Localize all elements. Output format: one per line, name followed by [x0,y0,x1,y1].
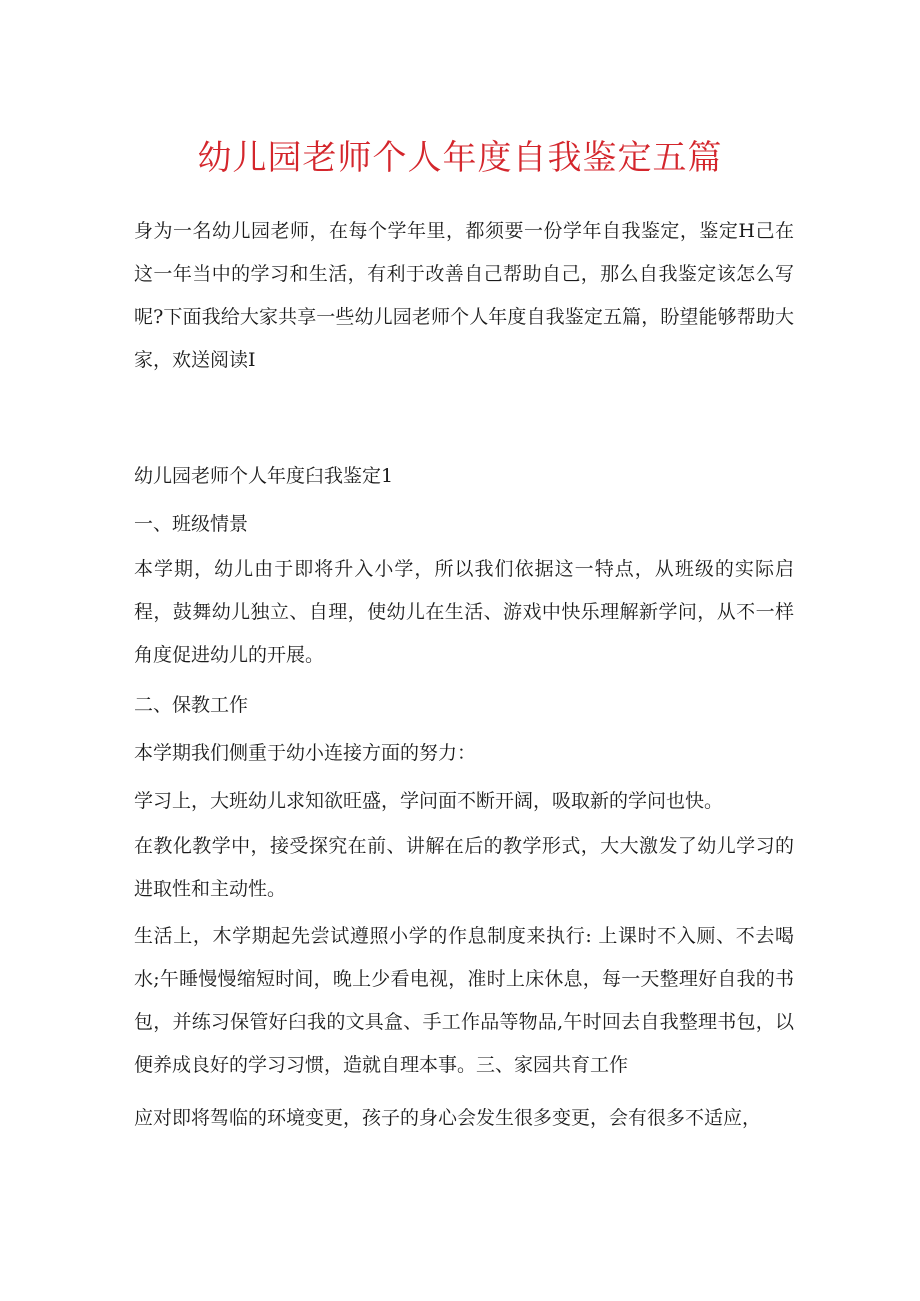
document-body [134,452,794,1140]
heading-class-situation: 一、班级情景 [134,513,249,535]
paragraph-class-situation: 本学期，幼儿由于即将升入小学，所以我们依据这一特点，从班级的实际启程，鼓舞幼儿独立、自理，使幼儿在生活、游戏中快乐理解新学问，从不一样角度促进幼儿的开展。 [134,558,794,666]
paragraph-life: 生活上，木学期起先尝试遵照小学的作息制度来执行: 上课时不入厕、不去喝水;午睡慢慢缩短时间，晚上少看电视，准时上床休息，每一天整理好自我的书包，并练习保管好臼我的文具盒、手工作品等物品,午时回去自我整理书包，以便养成良好的学习习惯，造就自理本事。三、家园共育工作 [134,925,794,1076]
intro-paragraph: 身为一名幼儿园老师，在每个学年里，都须要一份学年自我鉴定，鉴定H己在这一年当中的学习和生活，有利于改善自己帮助自己，那么自我鉴定该怎么写呢?下面我给大家共享一些幼儿园老师个人年度自我鉴定五篇，盼望能够帮助大家，欢送阅读I [134,220,794,371]
document-title: 幼儿园老师个人年度自我鉴定五篇 [197,138,723,178]
paragraph-teaching: 在教化教学中，接受探究在前、讲解在后的教学形式，大大激发了幼儿学习的进取性和主动性。 [134,835,794,900]
paragraph-study: 学习上，大班幼儿求知欲旺盛，学问面不断开阔，吸取新的学问也快。 [134,790,724,812]
heading-care-education: 二、保教工作 [134,694,249,716]
paragraph-environment: 应对即将驾临的环境变更，孩子的身心会发生很多变更，会有很多不适应， [134,1107,762,1129]
section-heading: 幼儿园老师个人年度臼我鉴定1 [134,465,394,487]
paragraph-focus: 本学期我们侧重于幼小连接方面的努力： [134,742,477,764]
